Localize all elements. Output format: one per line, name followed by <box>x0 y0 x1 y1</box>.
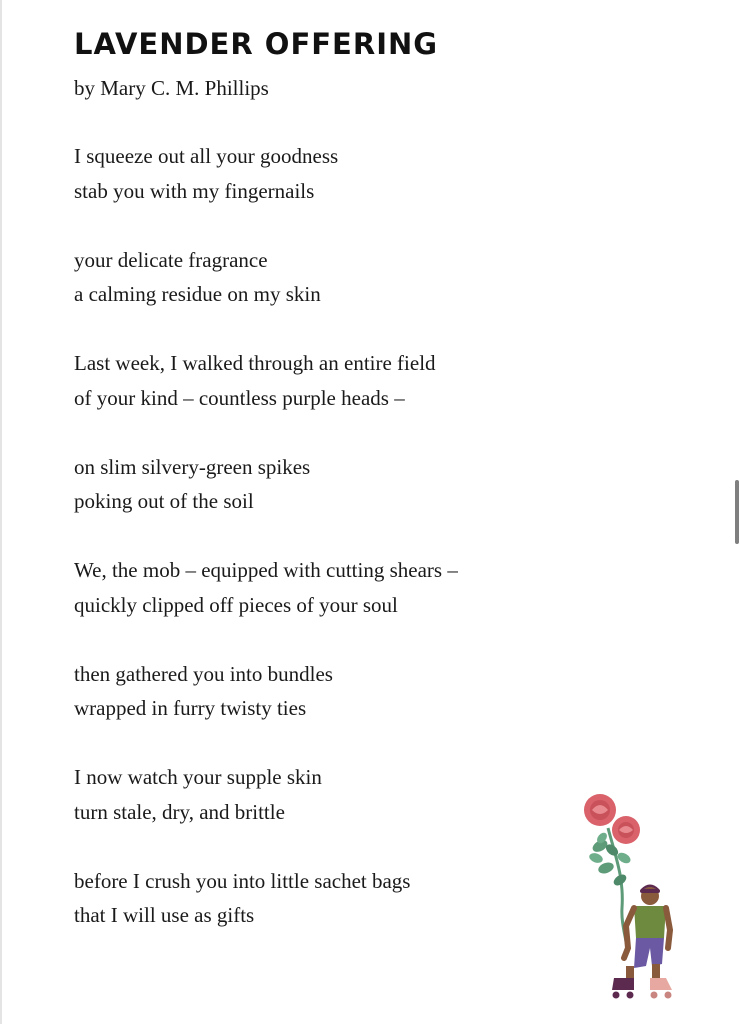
poem-line: your delicate fragrance <box>74 247 268 272</box>
stanza <box>74 246 594 315</box>
stanza <box>74 660 594 729</box>
page-edge-divider <box>0 0 2 1024</box>
scrollbar-thumb[interactable] <box>735 480 739 544</box>
poem-line: on slim silvery-green spikes <box>74 454 311 479</box>
poem-line: I squeeze out all your goodness <box>74 144 339 168</box>
stanza <box>74 763 594 832</box>
stanza <box>74 453 594 522</box>
poem-line: turn stale, dry, and brittle <box>74 799 285 824</box>
poem-title: LAVENDER OFFERING <box>74 27 439 61</box>
poem-line: that I will use as gifts <box>74 903 255 927</box>
poem-line: stab you with my fingernails <box>74 178 315 203</box>
poem-author: by Mary C. M. Phillips <box>74 76 269 100</box>
stanza <box>74 867 594 936</box>
roller-skater-with-roses-illustration <box>566 788 690 1008</box>
stanza <box>74 556 594 625</box>
poem-line: poking out of the soil <box>74 489 254 513</box>
poem-body <box>74 142 594 970</box>
poem-line: We, the mob – equipped with cutting shears – <box>74 558 458 582</box>
poem-line: before I crush you into little sachet bags <box>74 868 411 893</box>
poem-line: wrapped in furry twisty ties <box>74 696 307 720</box>
poem-line: Last week, I walked through an entire field <box>74 351 436 375</box>
poem-line: quickly clipped off pieces of your soul <box>74 592 398 617</box>
stanza <box>74 349 594 418</box>
poem-line: I now watch your supple skin <box>74 765 322 789</box>
poem-line: a calming residue on my skin <box>74 282 321 306</box>
stanza <box>74 142 594 211</box>
poem-line: then gathered you into bundles <box>74 661 333 686</box>
poem-line: of your kind – countless purple heads – <box>74 385 405 410</box>
